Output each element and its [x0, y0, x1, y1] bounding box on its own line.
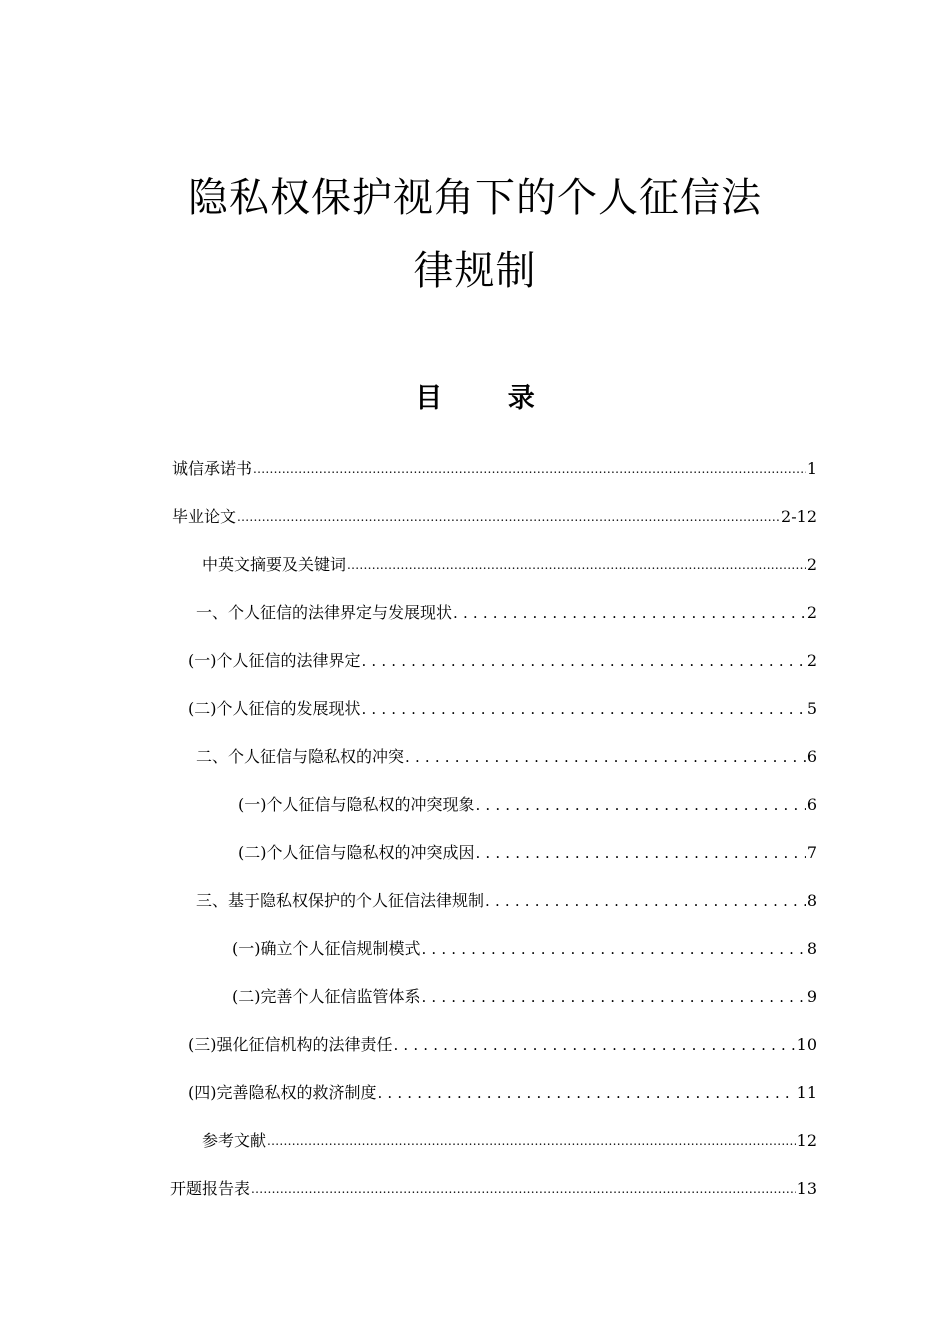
toc-entry-title: 中英文摘要及关键词: [202, 555, 347, 574]
toc-leader-dots: [476, 793, 806, 817]
toc-entry-page: 5: [806, 699, 817, 718]
toc-entry[interactable]: [238, 841, 817, 865]
toc-entry-page: 2: [806, 651, 817, 670]
toc-leader-dots: [485, 889, 806, 913]
toc-entry-page: 13: [796, 1179, 817, 1198]
toc-entry[interactable]: [188, 1081, 817, 1105]
toc-entry-title: (二)个人征信的发展现状: [188, 699, 361, 718]
toc-leader-dots: [253, 456, 806, 481]
toc-leader-dots: [394, 1033, 796, 1057]
toc-leader-dots: [405, 745, 806, 769]
toc-leader-dots: [476, 841, 806, 865]
toc-entry[interactable]: [172, 457, 817, 481]
toc-entry-title: 诚信承诺书: [172, 459, 253, 478]
toc-entry-title: 参考文献: [202, 1131, 267, 1150]
toc-entry[interactable]: [188, 1033, 817, 1057]
toc-entry-title: (一)个人征信的法律界定: [188, 651, 361, 670]
toc-entry-page: 1: [806, 459, 817, 478]
toc-leader-dots: [378, 1081, 796, 1105]
toc-entry-title: (一)个人征信与隐私权的冲突现象: [238, 795, 475, 814]
toc-entry-page: 8: [806, 891, 817, 910]
document-title-line-2: 律规制: [413, 248, 537, 294]
toc-leader-dots: [422, 985, 806, 1009]
toc-entry-title: (一)确立个人征信规制模式: [232, 939, 421, 958]
toc-entry-title: (二)个人征信与隐私权的冲突成因: [238, 843, 475, 862]
toc-entry-page: 12: [796, 1131, 817, 1150]
toc-entry-page: 2: [806, 603, 817, 622]
toc-entry-page: 11: [796, 1083, 817, 1102]
toc-entry[interactable]: [202, 1129, 817, 1153]
toc-entry-page: 8: [806, 939, 817, 958]
toc-entry-page: 7: [806, 843, 817, 862]
toc-leader-dots: [237, 504, 780, 529]
toc-leader-dots: [453, 601, 806, 625]
toc-entry-page: 6: [806, 795, 817, 814]
toc-leader-dots: [251, 1176, 796, 1201]
toc-entry-page: 9: [806, 987, 817, 1006]
toc-entry-title: (三)强化征信机构的法律责任: [188, 1035, 393, 1054]
toc-entry-title: 开题报告表: [170, 1179, 251, 1198]
toc-entry[interactable]: [188, 697, 817, 721]
toc-entry[interactable]: [238, 793, 817, 817]
toc-entry-page: 2: [806, 555, 817, 574]
toc-entry-title: 三、基于隐私权保护的个人征信法律规制: [196, 891, 485, 910]
toc-entry-title: 二、个人征信与隐私权的冲突: [196, 747, 405, 766]
toc-entry[interactable]: [232, 937, 817, 961]
toc-entry-title: (四)完善隐私权的救济制度: [188, 1083, 377, 1102]
toc-leader-dots: [362, 649, 806, 673]
toc-entry[interactable]: [188, 649, 817, 673]
toc-leader-dots: [267, 1128, 796, 1153]
toc-entry-page: 6: [806, 747, 817, 766]
toc-entry-page: 2-12: [781, 507, 817, 526]
toc-entry[interactable]: [170, 1177, 817, 1201]
toc-entry-title: 一、个人征信的法律界定与发展现状: [196, 603, 453, 622]
toc-entry[interactable]: [172, 505, 817, 529]
toc-entry-page: 10: [796, 1035, 817, 1054]
toc-leader-dots: [347, 552, 806, 577]
document-title-line-1: 隐私权保护视角下的个人征信法: [188, 175, 762, 221]
toc-leader-dots: [422, 937, 806, 961]
toc-heading: 目 录: [415, 383, 563, 414]
toc-entry[interactable]: [232, 985, 817, 1009]
toc-leader-dots: [362, 697, 806, 721]
toc-entry[interactable]: [196, 601, 817, 625]
toc-entry-title: 毕业论文: [172, 507, 237, 526]
toc-entry-title: (二)完善个人征信监管体系: [232, 987, 421, 1006]
toc-entry[interactable]: [196, 745, 817, 769]
toc-entry[interactable]: [202, 553, 817, 577]
toc-entry[interactable]: [196, 889, 817, 913]
